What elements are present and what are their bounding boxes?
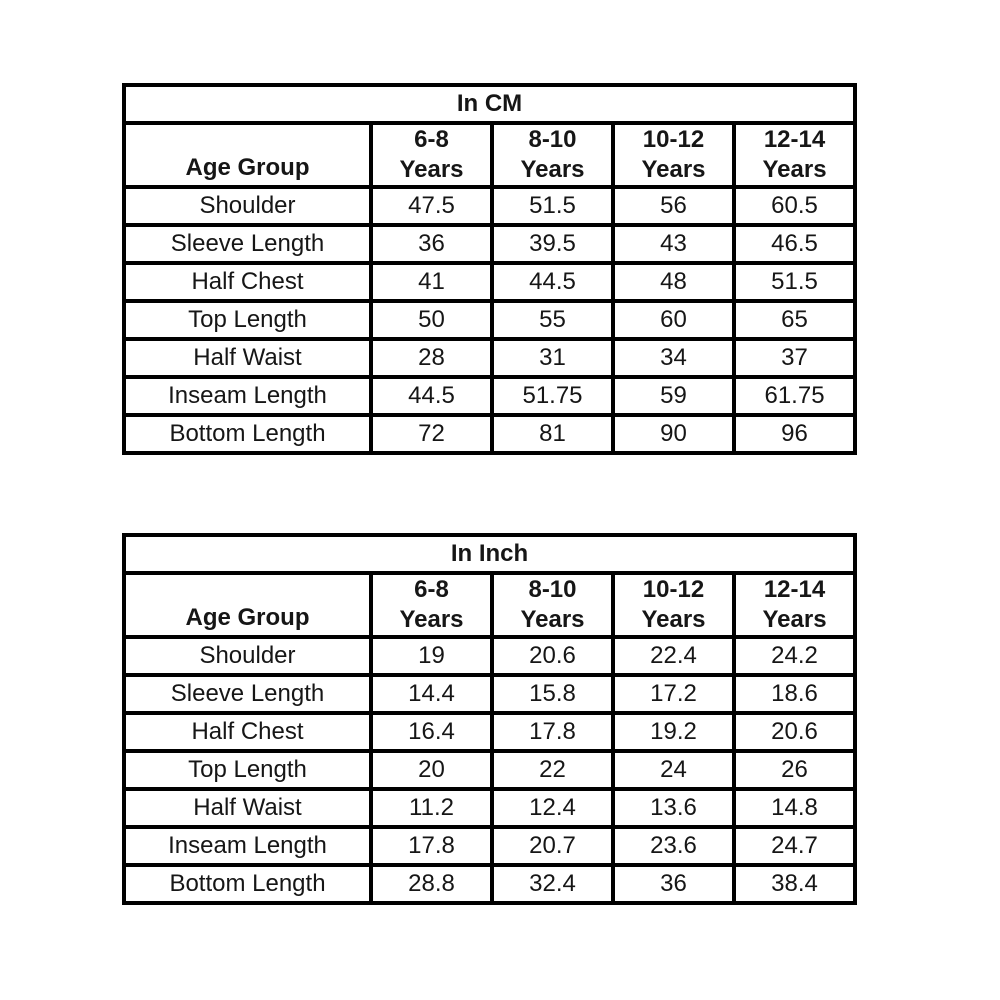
age-range: 10-12	[642, 126, 705, 153]
column-header-6-8	[371, 573, 492, 637]
measurement-value: 34	[613, 339, 734, 377]
measurement-value: 14.8	[734, 789, 855, 827]
age-unit: Years	[641, 156, 706, 183]
age-unit: Years	[762, 606, 827, 633]
age-group-header: Age Group	[124, 123, 371, 187]
measurement-value: 20.7	[492, 827, 613, 865]
measurement-value: 31	[492, 339, 613, 377]
table-row	[124, 225, 855, 263]
measurement-value: 14.4	[371, 675, 492, 713]
age-unit: Years	[399, 606, 464, 633]
measurement-label: Top Length	[124, 301, 371, 339]
measurement-value: 37	[734, 339, 855, 377]
age-range: 12-14	[763, 576, 826, 603]
measurement-value: 19.2	[613, 713, 734, 751]
measurement-value: 36	[371, 225, 492, 263]
measurement-label: Half Chest	[124, 713, 371, 751]
measurement-value: 36	[613, 865, 734, 903]
measurement-label: Shoulder	[124, 637, 371, 675]
table-row	[124, 187, 855, 225]
measurement-value: 50	[371, 301, 492, 339]
table-row	[124, 301, 855, 339]
table-row	[124, 827, 855, 865]
table-row	[124, 789, 855, 827]
measurement-value: 46.5	[734, 225, 855, 263]
table-row	[124, 263, 855, 301]
measurement-value: 28	[371, 339, 492, 377]
size-chart-cm-table	[122, 83, 857, 455]
measurement-value: 51.5	[734, 263, 855, 301]
age-range: 8-10	[528, 126, 577, 153]
age-unit: Years	[399, 156, 464, 183]
table-row	[124, 751, 855, 789]
measurement-value: 24.2	[734, 637, 855, 675]
column-header-row	[124, 573, 855, 637]
measurement-value: 55	[492, 301, 613, 339]
measurement-value: 90	[613, 415, 734, 453]
measurement-value: 22	[492, 751, 613, 789]
measurement-value: 15.8	[492, 675, 613, 713]
measurement-value: 18.6	[734, 675, 855, 713]
column-header-6-8	[371, 123, 492, 187]
measurement-value: 26	[734, 751, 855, 789]
measurement-label: Shoulder	[124, 187, 371, 225]
column-header-10-12	[613, 573, 734, 637]
age-range: 6-8	[414, 126, 449, 153]
measurement-value: 48	[613, 263, 734, 301]
measurement-value: 20.6	[734, 713, 855, 751]
measurement-value: 32.4	[492, 865, 613, 903]
measurement-value: 65	[734, 301, 855, 339]
table-row	[124, 713, 855, 751]
measurement-value: 38.4	[734, 865, 855, 903]
measurement-value: 47.5	[371, 187, 492, 225]
measurement-label: Sleeve Length	[124, 225, 371, 263]
measurement-value: 43	[613, 225, 734, 263]
age-range: 8-10	[528, 576, 577, 603]
measurement-value: 39.5	[492, 225, 613, 263]
measurement-value: 51.5	[492, 187, 613, 225]
measurement-value: 22.4	[613, 637, 734, 675]
measurement-value: 44.5	[492, 263, 613, 301]
column-header-8-10	[492, 123, 613, 187]
measurement-value: 41	[371, 263, 492, 301]
measurement-label: Top Length	[124, 751, 371, 789]
measurement-value: 59	[613, 377, 734, 415]
measurement-value: 81	[492, 415, 613, 453]
measurement-value: 51.75	[492, 377, 613, 415]
size-chart-inch-table	[122, 533, 857, 905]
table-title: In CM	[124, 85, 855, 123]
measurement-value: 44.5	[371, 377, 492, 415]
age-unit: Years	[520, 606, 585, 633]
table-row	[124, 637, 855, 675]
measurement-label: Bottom Length	[124, 865, 371, 903]
measurement-value: 19	[371, 637, 492, 675]
age-range: 10-12	[642, 576, 705, 603]
measurement-value: 72	[371, 415, 492, 453]
measurement-value: 56	[613, 187, 734, 225]
column-header-10-12	[613, 123, 734, 187]
measurement-label: Half Chest	[124, 263, 371, 301]
column-header-12-14	[734, 123, 855, 187]
measurement-value: 24	[613, 751, 734, 789]
measurement-value: 20.6	[492, 637, 613, 675]
measurement-value: 60	[613, 301, 734, 339]
measurement-label: Bottom Length	[124, 415, 371, 453]
table-row	[124, 377, 855, 415]
age-group-header: Age Group	[124, 573, 371, 637]
measurement-value: 17.8	[371, 827, 492, 865]
measurement-value: 96	[734, 415, 855, 453]
table-title: In Inch	[124, 535, 855, 573]
age-unit: Years	[641, 606, 706, 633]
age-unit: Years	[762, 156, 827, 183]
measurement-value: 24.7	[734, 827, 855, 865]
measurement-value: 28.8	[371, 865, 492, 903]
table-title-row	[124, 85, 855, 123]
age-range: 12-14	[763, 126, 826, 153]
table-row	[124, 675, 855, 713]
table-title-row	[124, 535, 855, 573]
measurement-value: 13.6	[613, 789, 734, 827]
measurement-value: 61.75	[734, 377, 855, 415]
table-row	[124, 415, 855, 453]
measurement-value: 16.4	[371, 713, 492, 751]
measurement-value: 17.2	[613, 675, 734, 713]
age-range: 6-8	[414, 576, 449, 603]
measurement-label: Half Waist	[124, 789, 371, 827]
measurement-value: 11.2	[371, 789, 492, 827]
measurement-value: 12.4	[492, 789, 613, 827]
column-header-row	[124, 123, 855, 187]
measurement-label: Sleeve Length	[124, 675, 371, 713]
measurement-value: 23.6	[613, 827, 734, 865]
measurement-label: Inseam Length	[124, 827, 371, 865]
measurement-value: 17.8	[492, 713, 613, 751]
table-row	[124, 865, 855, 903]
measurement-value: 20	[371, 751, 492, 789]
age-unit: Years	[520, 156, 585, 183]
measurement-value: 60.5	[734, 187, 855, 225]
column-header-12-14	[734, 573, 855, 637]
measurement-label: Inseam Length	[124, 377, 371, 415]
measurement-label: Half Waist	[124, 339, 371, 377]
column-header-8-10	[492, 573, 613, 637]
table-row	[124, 339, 855, 377]
